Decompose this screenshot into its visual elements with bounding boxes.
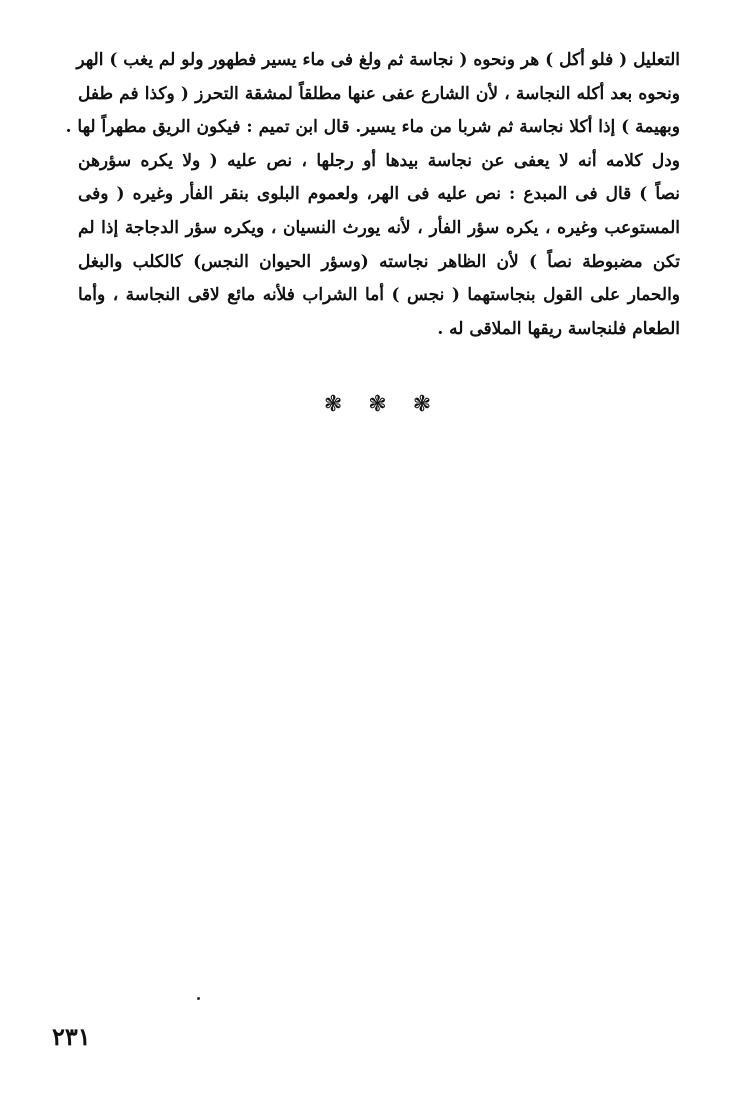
text-line: ونحوه بعد أكله النجاسة ، لأن الشارع عفى عنها مطلقاً لمشقة التحرز ( وكذا فم طفل	[78, 83, 680, 104]
text-line: نصاً ) قال فى المبدع : نص عليه فى الهر، ولعموم البلوى بنقر الفأر وغيره ( وفى	[78, 184, 680, 205]
page-number: ٢٣١	[52, 1022, 91, 1051]
scan-speck	[197, 997, 200, 1000]
text-line: التعليل ( فلو أكل ) هر ونحوه ( نجاسة ثم ولغ فى ماء يسير فطهور ولو لم يغب ) الهر	[76, 50, 680, 70]
section-divider-ornament: ❃❃❃	[323, 392, 458, 417]
text-line: وبهيمة ) إذا أكلا نجاسة ثم شربا من ماء يسير. قال ابن تميم : فيكون الريق مطهراً لها .	[65, 117, 680, 138]
text-line: تكن مضبوطة نصاً ) لأن الظاهر نجاسته (وسؤر الحيوان النجس) كالكلب والبغل	[78, 251, 680, 272]
text-line: ودل كلامه أنه لا يعفى عن نجاسة بيدها أو رجلها ، نص عليه ( ولا يكره سؤرهن	[78, 150, 680, 171]
main-paragraph	[65, 44, 680, 346]
text-line: الطعام فلنجاسة ريقها الملاقى له .	[437, 318, 680, 339]
text-line: المستوعب وغيره ، يكره سؤر الفأر ، لأنه يورث النسيان ، ويكره سؤر الدجاجة إذا لم	[78, 217, 680, 238]
text-line: والحمار على القول بنجاستهما ( نجس ) أما الشراب فلأنه مائع لاقى النجاسة ، وأما	[78, 285, 680, 306]
